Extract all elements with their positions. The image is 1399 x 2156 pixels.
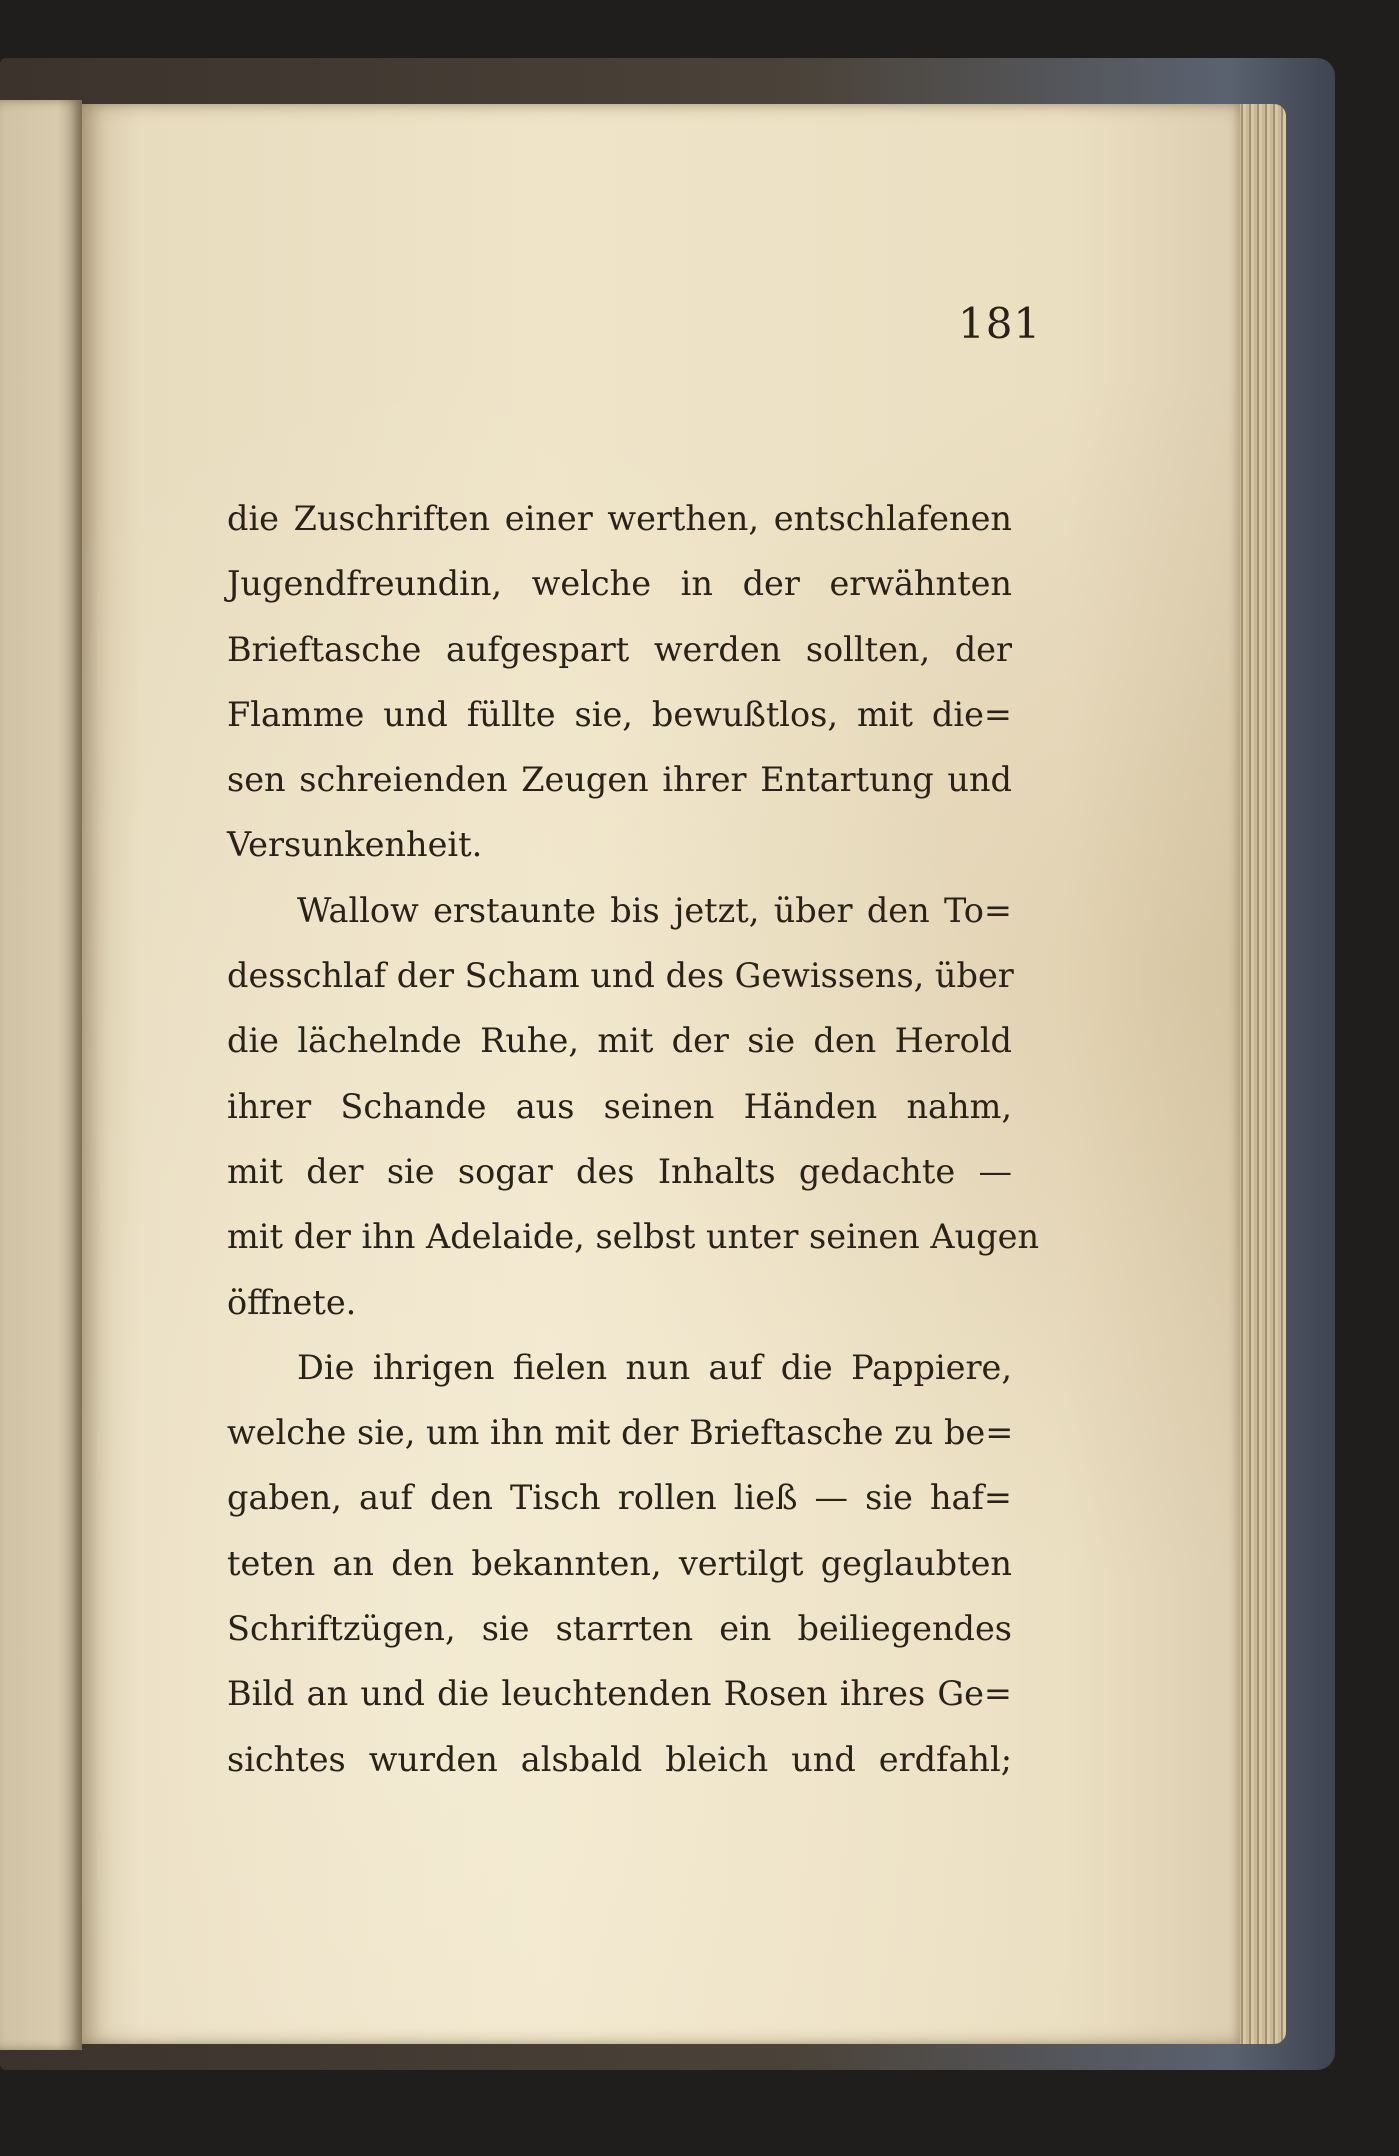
- text-line: sichtes wurden alsbald bleich und erdfahl;: [227, 1739, 1012, 1779]
- text-line: Die ihrigen fielen nun auf die Pappiere,: [297, 1347, 1012, 1387]
- paragraph-3: [227, 1335, 1012, 1792]
- text-line: teten an den bekannten, vertilgt geglaubten: [227, 1543, 1012, 1583]
- facing-page-edge: [0, 100, 82, 2050]
- text-line: mit der sie sogar des Inhalts gedachte —: [227, 1151, 1012, 1191]
- text-line: gaben, auf den Tisch rollen ließ — sie haf=: [227, 1478, 1012, 1518]
- text-line: Schriftzügen, sie starrten ein beiliegendes: [227, 1609, 1012, 1649]
- text-line: mit der ihn Adelaide, selbst unter seinen Augen: [227, 1217, 1040, 1257]
- page-number: 181: [958, 299, 1042, 348]
- text-line: Wallow erstaunte bis jetzt, über den To=: [297, 890, 1012, 930]
- page-text: [227, 486, 1040, 1792]
- paragraph-1: [227, 486, 1012, 878]
- text-line: Bild an und die leuchtenden Rosen ihres Ge=: [227, 1674, 1012, 1714]
- book-page: [82, 104, 1240, 2044]
- paragraph-2: [227, 878, 1040, 1335]
- text-line: Brieftasche aufgespart werden sollten, der: [227, 629, 1012, 669]
- text-line: sen schreienden Zeugen ihrer Entartung und: [227, 760, 1012, 800]
- text-line: Flamme und füllte sie, bewußtlos, mit die=: [227, 694, 1012, 734]
- text-line: ihrer Schande aus seinen Händen nahm,: [227, 1086, 1012, 1126]
- text-line: die Zuschriften einer werthen, entschlafenen: [227, 499, 1012, 538]
- text-line: öffnete.: [227, 1282, 357, 1322]
- text-line: Jugendfreundin, welche in der erwähnten: [227, 564, 1012, 604]
- text-line: Versunkenheit.: [227, 825, 483, 865]
- text-line: welche sie, um ihn mit der Brieftasche zu be=: [227, 1413, 1014, 1453]
- text-line: die lächelnde Ruhe, mit der sie den Herold: [227, 1021, 1012, 1061]
- text-line: desschlaf der Scham und des Gewissens, über: [227, 956, 1014, 996]
